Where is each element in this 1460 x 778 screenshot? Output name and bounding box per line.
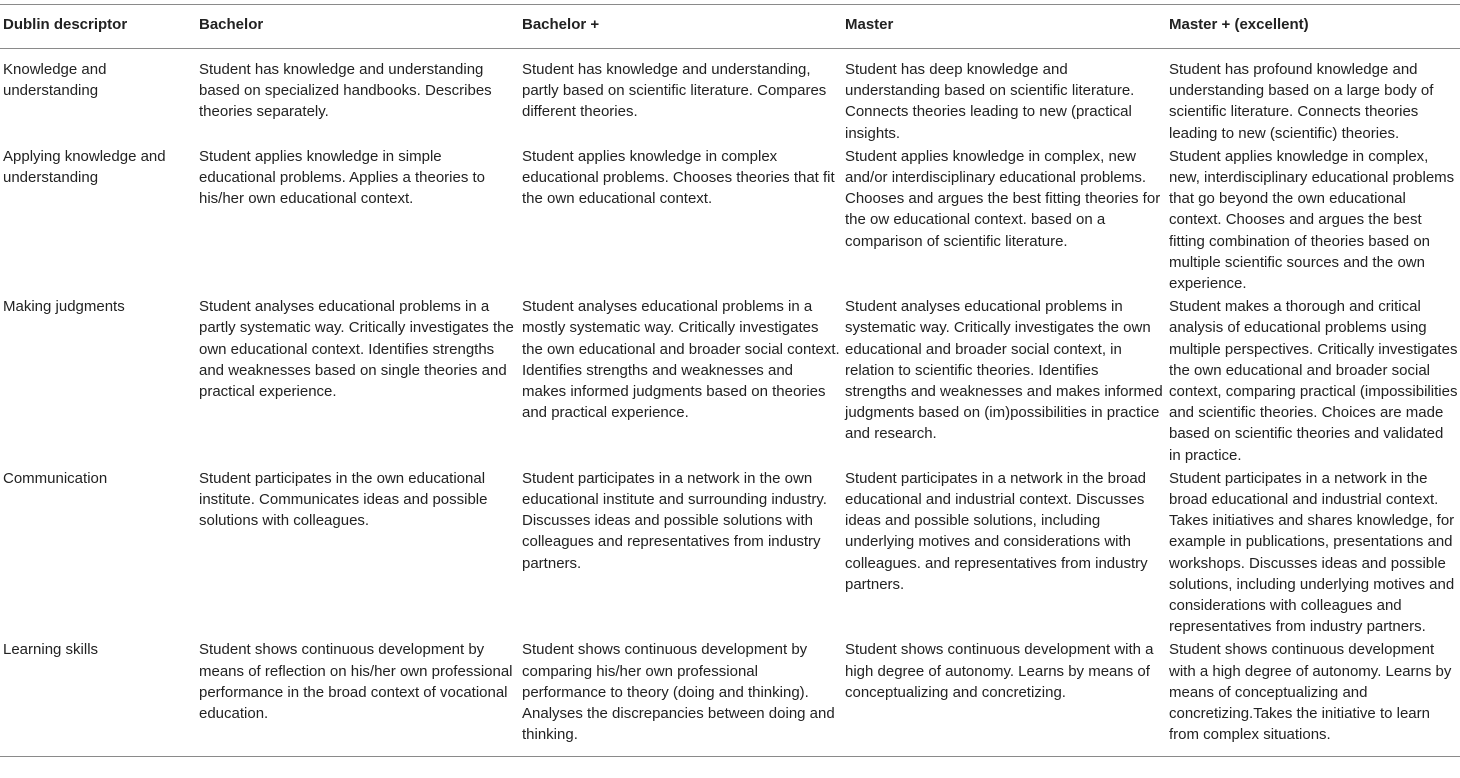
table-header (0, 5, 1460, 49)
header-master-plus: Master + (excellent) (1166, 5, 1460, 49)
table-cell: Student analyses educational problems in a partly systematic way. Critically investigates the own educational context. Identifies strengths and weaknesses based on single theories and practical experience. (199, 298, 514, 401)
table-cell: Student applies knowledge in complex, new and/or interdisciplinary educational problems. Chooses and argues the best fitting theories for the ow educational context. based on a comparison of scientific literature. (845, 147, 1161, 250)
table-cell: Student participates in the own educational institute. Communicates ideas and possible solutions with colleagues. (199, 469, 488, 530)
row-label: Knowledge and understanding (3, 61, 107, 100)
row-label: Communication (3, 469, 108, 487)
table-cell: Student has knowledge and understanding, partly based on scientific literature. Compares different theories. (522, 61, 827, 121)
table-cell: Student participates in a network in the own educational institute and surrounding industry. Discusses ideas and possible solutions with colleagues and representatives from industry partners. (522, 469, 827, 572)
row-label: Making judgments (3, 298, 125, 316)
table-cell: Student applies knowledge in simple educational problems. Applies a theories to his/her own educational context. (199, 147, 486, 208)
table-cell: Student has profound knowledge and understanding based on a large body of scientific literature. Connects theories leading to new (scientific) theories. (1169, 61, 1434, 142)
table-cell: Student applies knowledge in complex educational problems. Chooses theories that fit the own educational context. (522, 147, 835, 208)
table-cell: Student has deep knowledge and understanding based on scientific literature. Connects theories leading to new (practical insights. (845, 61, 1135, 142)
row-label: Applying knowledge and understanding (3, 147, 166, 187)
header-bachelor-plus: Bachelor + (519, 5, 842, 49)
table-cell: Student applies knowledge in complex, new, interdisciplinary educational problems that go beyond the own educational context. Chooses and argues the best fitting combination of theories based on multiple scientific sources and the own experience. (1169, 147, 1455, 293)
row-label: Learning skills (0, 638, 196, 756)
table-cell: Student analyses educational problems in systematic way. Critically investigates the own educational and broader social context, in relation to scientific theories. Identifies strengths and weaknesses and makes informed judgments based on (im)possibilities in practice and research. (845, 298, 1163, 443)
table-row (0, 638, 1460, 756)
table-cell: Student analyses educational problems in a mostly systematic way. Critically investigates the own educational and broader social context. Identifies strengths and weaknesses and makes informed judgments based on theories and practical experience. (522, 298, 840, 422)
header-master: Master (842, 5, 1166, 49)
table-row (0, 295, 1460, 467)
table-cell: Student shows continuous development by means of reflection on his/her own professional performance in the broad context of vocational education. (196, 638, 519, 756)
header-dublin-descriptor: Dublin descriptor (0, 5, 196, 49)
header-row (0, 5, 1460, 49)
table-cell: Student participates in a network in the broad educational and industrial context. Discusses ideas and possible solutions, including underlying motives and considerations with colleagues. and representatives from industry partners. (845, 469, 1148, 593)
table-row (0, 49, 1460, 145)
table-cell: Student participates in a network in the broad educational and industrial context. Takes initiatives and shares knowledge, for example in publications, presentations and workshops. Discusses ideas and possible solutions, including underlying motives and considerations with colleagues and representatives from industry partners. (1169, 469, 1455, 636)
header-bachelor: Bachelor (196, 5, 519, 49)
table-cell: Student has knowledge and understanding based on specialized handbooks. Describes theories separately. (199, 61, 492, 121)
table-row (0, 467, 1460, 639)
table-cell: Student shows continuous development with a high degree of autonomy. Learns by means of conceptualizing and concretizing. (842, 638, 1166, 756)
table-cell: Student shows continuous development by comparing his/her own professional performance to theory (doing and thinking). Analyses the discrepancies between doing and thinking. (519, 638, 842, 756)
table-cell: Student makes a thorough and critical analysis of educational problems using multiple perspectives. Critically investigates the own educational and broader social context, comparing practical (impossibilities and scientific theories. Choices are made based on scientific theories and validated in practice. (1169, 298, 1458, 464)
table-body (0, 49, 1460, 757)
dublin-descriptor-table (0, 4, 1460, 757)
table-row (0, 145, 1460, 295)
table-cell: Student shows continuous development with a high degree of autonomy. Learns by means of conceptualizing and concretizing.Takes the initiative to learn from complex situations. (1166, 638, 1460, 756)
